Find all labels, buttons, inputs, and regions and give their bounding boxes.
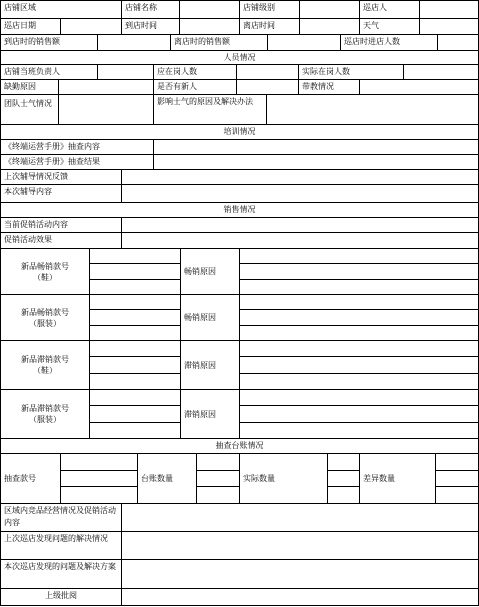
current-solution-label: 本次巡店发现的问题及解决方案 xyxy=(0,559,121,588)
customers-field[interactable] xyxy=(437,34,479,50)
group-3-line2: （鞋） xyxy=(33,366,57,375)
sales-title: 销售情况 xyxy=(0,202,479,217)
personnel-row-3 xyxy=(0,94,479,124)
group-1-reason-label: 畅销原因 xyxy=(180,248,239,294)
promo-effect-label: 促销活动效果 xyxy=(0,232,121,248)
competitor-label: 区域内竞品经营情况及促销活动内容 xyxy=(0,503,121,531)
group-1-line2: （鞋） xyxy=(33,272,57,282)
footer-row-4 xyxy=(0,588,479,606)
approval-label: 上级批阅 xyxy=(0,588,121,606)
actual-qty-label: 实际数量 xyxy=(239,453,327,503)
sales-group-2 xyxy=(0,294,479,340)
current-promo-label: 当前促销活动内容 xyxy=(0,217,121,232)
sales-row-2 xyxy=(0,232,479,248)
last-feedback-field[interactable] xyxy=(121,169,479,184)
training-row-4 xyxy=(0,184,479,202)
item-no-label: 抽查款号 xyxy=(0,453,60,503)
group-2-line1: 新品畅销款号 xyxy=(21,307,69,317)
morale-label: 团队士气情况 xyxy=(0,94,58,124)
group-2-label xyxy=(0,294,89,340)
store-name-label-cell: 店铺名称 xyxy=(121,0,179,18)
competitor-field[interactable] xyxy=(121,503,479,531)
absence-label: 缺勤原因 xyxy=(0,79,58,94)
shift-manager-field[interactable] xyxy=(97,64,153,79)
visit-date-label: 巡店日期 xyxy=(0,18,60,34)
group-1-line1: 新品畅销款号 xyxy=(21,261,69,271)
leave-time-label: 离店时间 xyxy=(239,18,299,34)
footer-row-2 xyxy=(0,531,479,559)
new-staff-label: 是否有新人 xyxy=(153,79,236,94)
current-promo-field[interactable] xyxy=(121,217,479,232)
last-solution-label: 上次巡店发现问题的解决情况 xyxy=(0,531,121,559)
group-4-items[interactable] xyxy=(89,389,180,438)
store-level-field-cell[interactable] xyxy=(299,0,359,18)
diff-qty-label: 差异数量 xyxy=(359,453,435,503)
group-1-label xyxy=(0,248,89,294)
group-2-reason-label: 畅销原因 xyxy=(180,294,239,340)
weather-label: 天气 xyxy=(359,18,419,34)
sales-arrival-field[interactable] xyxy=(97,34,170,50)
footer-row-3 xyxy=(0,559,479,588)
group-1-items[interactable] xyxy=(89,248,180,294)
mentoring-field[interactable] xyxy=(359,79,479,94)
training-row-1 xyxy=(0,139,479,154)
sales-leave-label: 离店时的销售额 xyxy=(170,34,267,50)
training-title: 培训情况 xyxy=(0,124,479,139)
group-2-items[interactable] xyxy=(89,294,180,340)
personnel-title: 人员情况 xyxy=(0,50,479,64)
header-row-3 xyxy=(0,34,479,50)
ledger-title: 抽查台账情况 xyxy=(0,438,479,453)
group-2-reasons[interactable] xyxy=(239,294,479,340)
manual-content-field[interactable] xyxy=(153,139,479,154)
mentoring-label: 带教情况 xyxy=(298,79,359,94)
expected-staff-label: 应在岗人数 xyxy=(153,64,236,79)
manual-result-label: 《终端运营手册》抽查结果 xyxy=(0,154,153,169)
morale-factors-label: 影响士气的原因及解决办法 xyxy=(153,94,266,124)
training-row-2 xyxy=(0,154,479,169)
sales-leave-field[interactable] xyxy=(267,34,340,50)
item-no-fields[interactable] xyxy=(60,453,137,503)
store-region-label-cell: 店铺区域 xyxy=(0,0,121,18)
group-4-line1: 新品滞销款号 xyxy=(21,404,69,413)
footer-row-1 xyxy=(0,503,479,531)
sales-group-4 xyxy=(0,389,479,438)
personnel-row-2 xyxy=(0,79,479,94)
group-4-reason-label: 滞销原因 xyxy=(180,389,239,438)
inspector-field[interactable] xyxy=(419,0,479,18)
group-3-reason-label: 滞销原因 xyxy=(180,340,239,389)
header-row-1-accurate xyxy=(0,0,479,18)
shift-manager-label: 店铺当班负责人 xyxy=(0,64,97,79)
last-solution-field[interactable] xyxy=(121,531,479,559)
actual-staff-field[interactable] xyxy=(403,64,479,79)
group-3-label xyxy=(0,340,89,389)
actual-qty-fields[interactable] xyxy=(327,453,359,503)
current-solution-field[interactable] xyxy=(121,559,479,588)
ledger-qty-fields[interactable] xyxy=(196,453,239,503)
group-3-line1: 新品滞销款号 xyxy=(21,355,69,364)
arrival-time-label: 到店时间 xyxy=(121,18,179,34)
sales-arrival-label: 到店时的销售额 xyxy=(0,34,97,50)
morale-factors-field[interactable] xyxy=(266,94,479,124)
manual-content-label: 《终端运营手册》抽查内容 xyxy=(0,139,153,154)
customers-label: 巡店时进店人数 xyxy=(340,34,437,50)
ledger-block xyxy=(0,453,479,503)
diff-qty-fields[interactable] xyxy=(435,453,479,503)
last-feedback-label: 上次辅导情况反馈 xyxy=(0,169,121,184)
approval-field[interactable] xyxy=(121,588,479,606)
store-name-field-cell[interactable] xyxy=(179,0,239,18)
ledger-qty-label: 台账数量 xyxy=(137,453,196,503)
group-3-items[interactable] xyxy=(89,340,180,389)
group-4-reasons[interactable] xyxy=(239,389,479,438)
visit-date-field[interactable] xyxy=(60,18,121,34)
sales-group-3 xyxy=(0,340,479,389)
morale-field[interactable] xyxy=(58,94,153,124)
arrival-time-field[interactable] xyxy=(179,18,239,34)
promo-effect-field[interactable] xyxy=(121,232,479,248)
group-4-line2: （服装） xyxy=(29,415,61,424)
sales-row-1 xyxy=(0,217,479,232)
new-staff-field[interactable] xyxy=(236,79,298,94)
ledger-section xyxy=(0,438,479,453)
group-2-line2: （服装） xyxy=(29,318,61,328)
training-section xyxy=(0,124,479,139)
group-3-reasons[interactable] xyxy=(239,340,479,389)
absence-field[interactable] xyxy=(58,79,153,94)
group-1-reasons[interactable] xyxy=(239,248,479,294)
sales-section xyxy=(0,202,479,217)
personnel-section xyxy=(0,50,479,64)
store-level-label-cell: 店铺级别 xyxy=(239,0,299,18)
weather-field[interactable] xyxy=(419,18,479,34)
personnel-row-1 xyxy=(0,64,479,79)
current-content-field[interactable] xyxy=(121,184,479,202)
current-content-label: 本次辅导内容 xyxy=(0,184,121,202)
header-row-2 xyxy=(0,18,479,34)
manual-result-field[interactable] xyxy=(153,154,479,169)
expected-staff-field[interactable] xyxy=(236,64,298,79)
sales-group-1 xyxy=(0,248,479,294)
training-row-3 xyxy=(0,169,479,184)
group-4-label xyxy=(0,389,89,438)
actual-staff-label: 实际在岗人数 xyxy=(298,64,403,79)
inspector-label: 巡店人 xyxy=(359,0,419,18)
leave-time-field[interactable] xyxy=(299,18,359,34)
